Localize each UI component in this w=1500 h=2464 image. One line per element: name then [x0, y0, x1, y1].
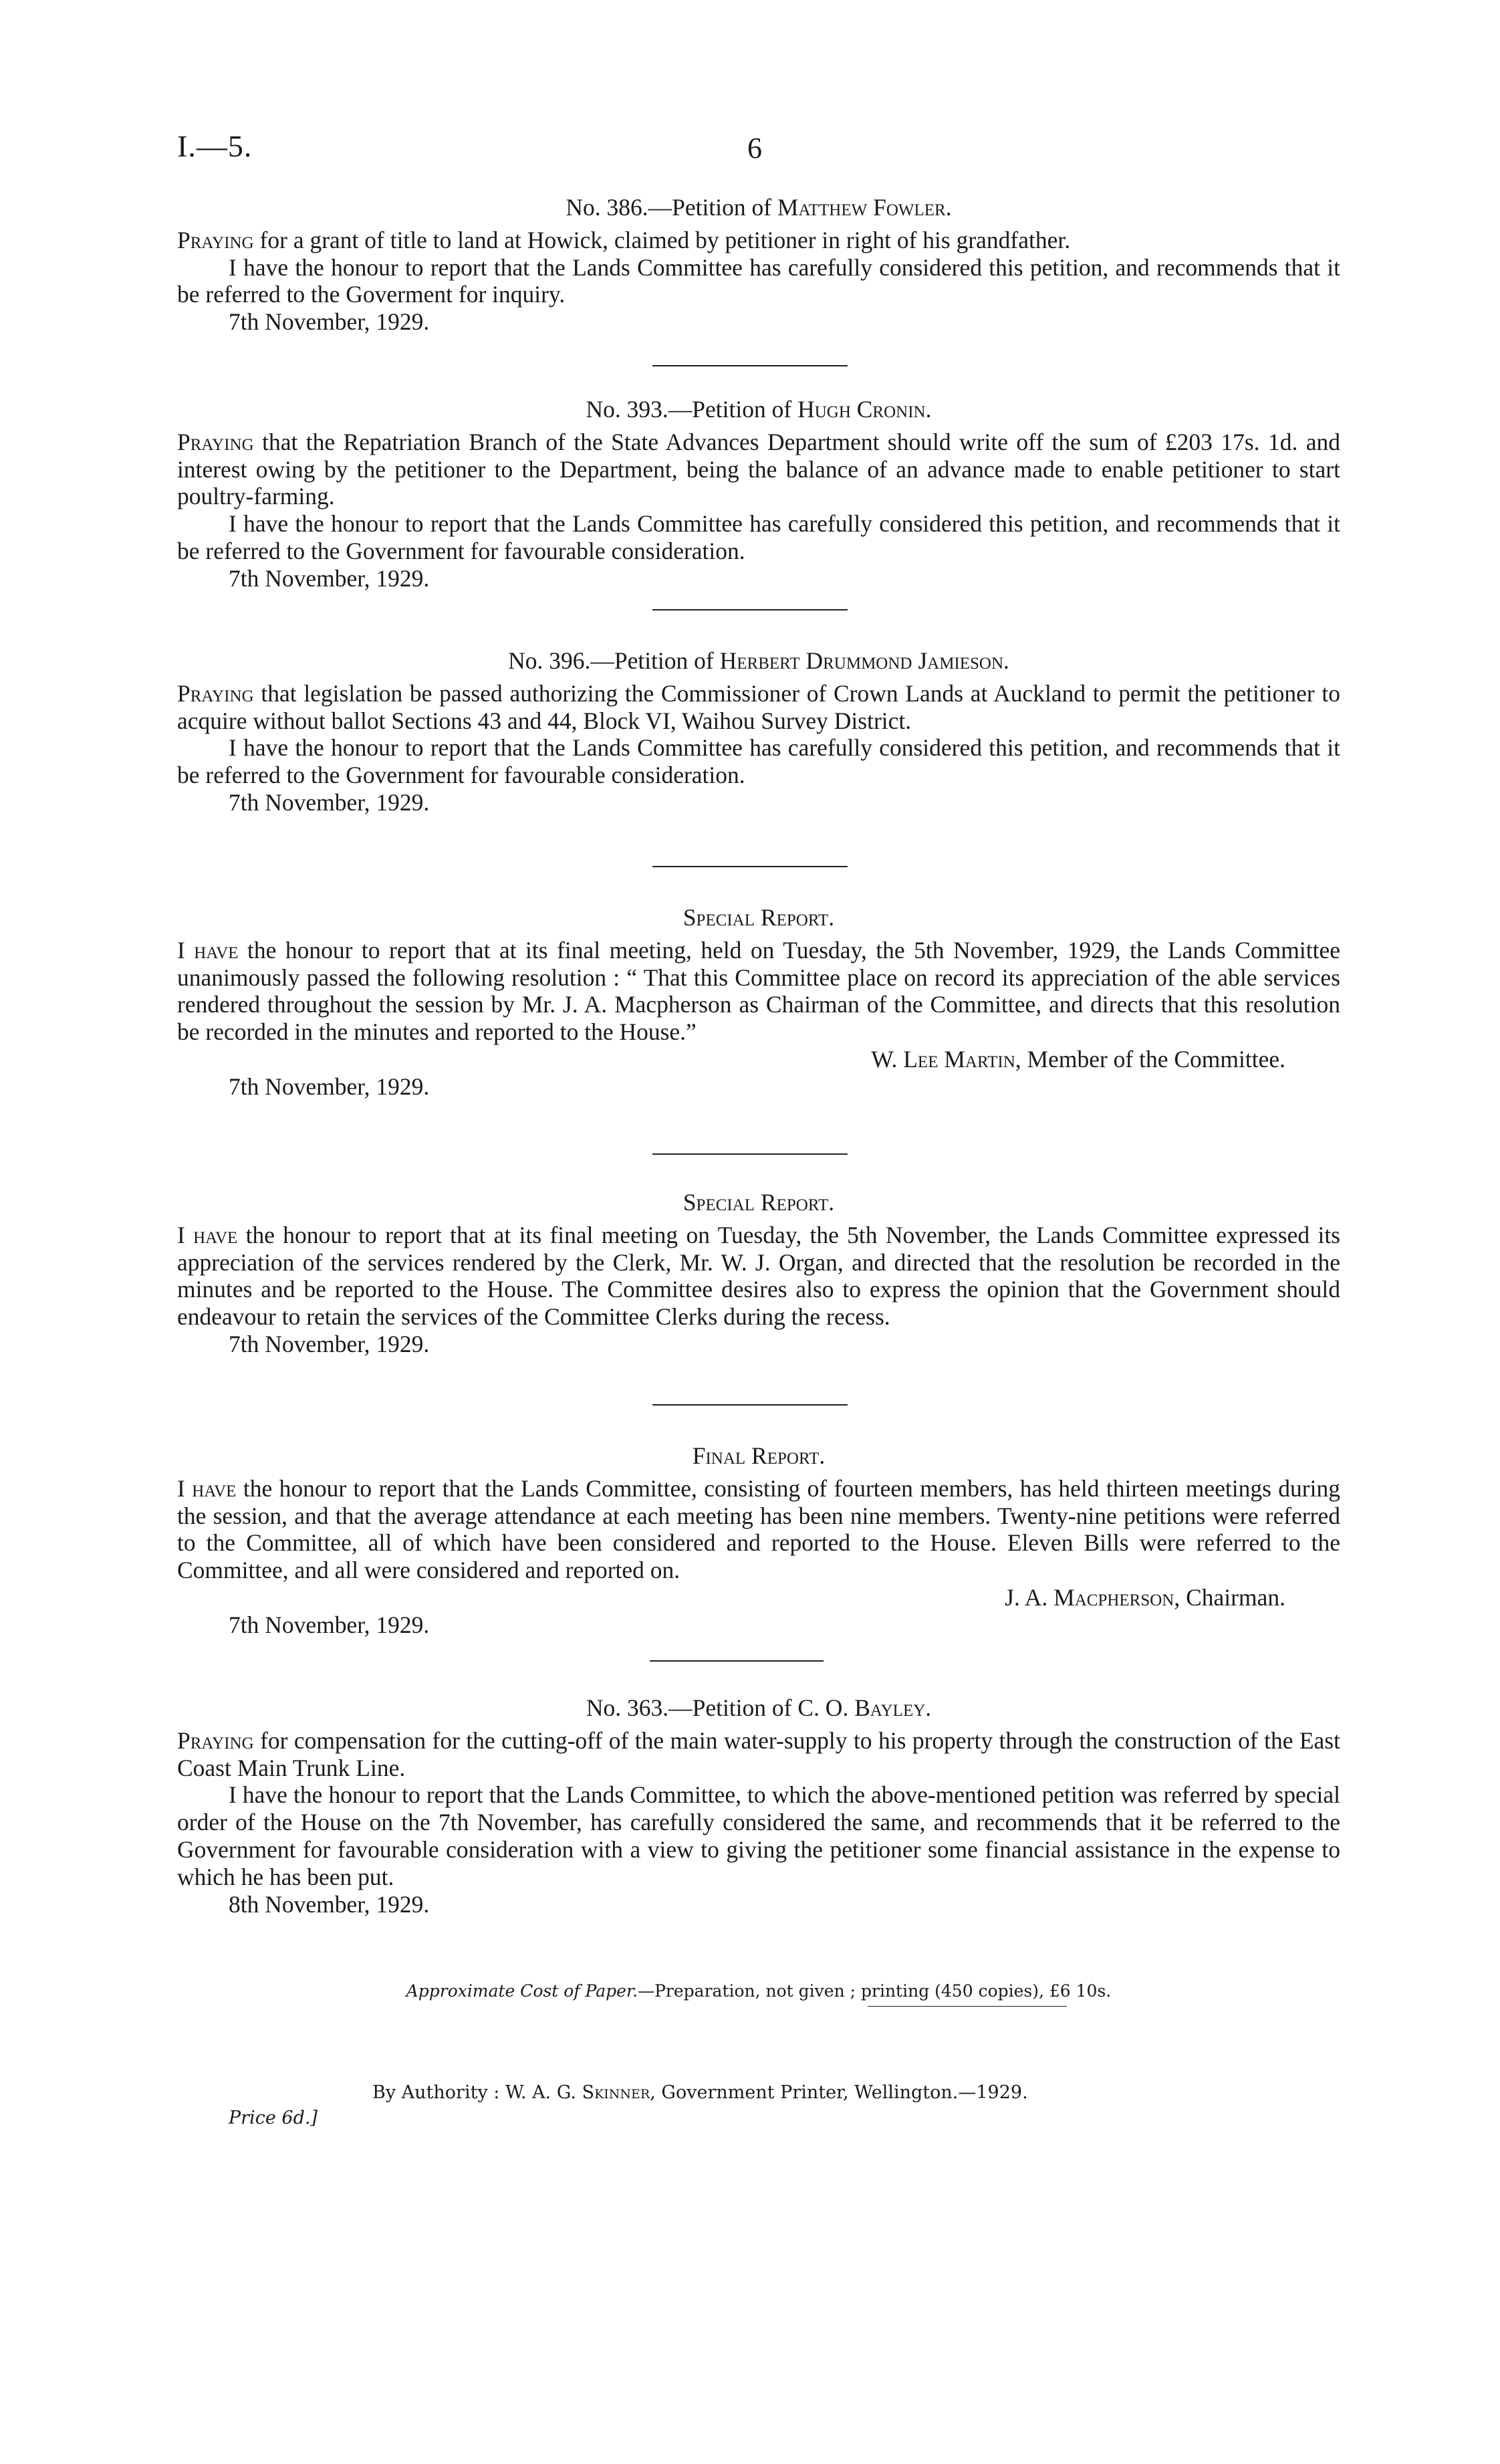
final-report-section — [177, 1442, 1340, 1639]
final-report-signature: J. A. Macpherson, Chairman. — [1005, 1583, 1285, 1611]
petitioner-name: C. O. Bayley — [797, 1694, 926, 1721]
section-divider — [652, 866, 848, 867]
petition-386-report: I have the honour to report that the Lands Committee has carefully considered this petition, and recommends that it be referred to the Goverment for inquiry. — [177, 253, 1340, 308]
petition-386-praying: Praying for a grant of title to land at Howick, claimed by petitioner in right of his grandfather. — [177, 226, 1071, 253]
petitioner-name: Herbert Drummond Jamieson — [719, 647, 1004, 674]
petition-393-praying: Praying that the Repatriation Branch of the State Advances Department should write off the sum of £203 17s. 1d. and interest owing by the petitioner to the Department, being the balance of an advance made to enable petitioner to start poultry-farming. — [177, 428, 1340, 510]
petition-393-heading: No. 393.—Petition of Hugh Cronin. — [586, 396, 932, 423]
petitioner-name: Matthew Fowler — [777, 194, 946, 221]
petition-393-report: I have the honour to report that the Lands Committee has carefully considered this petition, and recommends that it be referred to the Government for favourable consideration. — [177, 510, 1340, 564]
petition-363-date: 8th November, 1929. — [229, 1890, 430, 1918]
petition-396-report: I have the honour to report that the Lands Committee has carefully considered this petition, and recommends that it be referred to the Government for favourable consideration. — [177, 734, 1340, 789]
petition-386-date: 7th November, 1929. — [229, 308, 430, 336]
special-report-1-signature: W. Lee Martin, Member of the Committee. — [871, 1045, 1285, 1073]
petition-393-date: 7th November, 1929. — [229, 564, 430, 592]
petition-396-date: 7th November, 1929. — [229, 788, 430, 816]
section-divider — [652, 609, 848, 610]
petition-396-heading: No. 396.—Petition of Herbert Drummond Jamieson. — [508, 647, 1009, 674]
price-label: Price 6d.] — [229, 2108, 318, 2128]
special-report-2-date: 7th November, 1929. — [229, 1330, 430, 1357]
final-report-body: I have the honour to report that the Lands Committee, consisting of fourteen members, has held thirteen meetings during the session, and that the average attendance at each meeting has been nine members. Twenty-nine petitions were referred to the Committee, all of which have been considered and reported to the House. Eleven Bills were referred to the Committee, and all were considered and reported on. — [177, 1474, 1340, 1584]
page-number: 6 — [747, 132, 762, 164]
petition-396-praying: Praying that legislation be passed authorizing the Commissioner of Crown Lands at Auckland to permit the petitioner to acquire without ballot Sections 43 and 44, Block VI, Waihou Survey District. — [177, 679, 1340, 734]
special-report-1-section — [177, 904, 1340, 1101]
petition-393-section — [177, 396, 1340, 592]
special-report-2-section — [177, 1189, 1340, 1358]
footer-rule — [868, 2006, 1067, 2007]
special-report-1-body: I have the honour to report that at its final meeting, held on Tuesday, the 5th November, 1929, the Lands Committee unanimously passed the following resolution : “ That this Committee place on record its appreciation of the able services rendered throughout the session by Mr. J. A. Macpherson as Chairman of the Committee, and directs that this resolution be recorded in the minutes and reported to the House.” — [177, 936, 1340, 1046]
special-report-1-heading: Special Report. — [682, 904, 835, 931]
printer-authority: By Authority : W. A. G. Skinner, Government Printer, Wellington.—1929. — [372, 2082, 1028, 2103]
section-divider — [652, 365, 848, 366]
petition-386-section — [177, 194, 1340, 336]
special-report-2-body: I have the honour to report that at its final meeting on Tuesday, the 5th November, the Lands Committee expressed its appreciation of the services rendered by the Clerk, Mr. W. J. Organ, and directed that the resolution be recorded in the minutes and be reported to the House. The Committee desires also to express the opinion that the Government should endeavour to retain the services of the Committee Clerks during the recess. — [177, 1221, 1340, 1331]
petition-363-section — [177, 1694, 1340, 1918]
approximate-cost-note: Approximate Cost of Paper.—Preparation, not given ; printing (450 copies), £6 10s. — [406, 1981, 1112, 2001]
petition-396-section — [177, 647, 1340, 816]
final-report-heading: Final Report. — [692, 1442, 826, 1469]
section-divider — [652, 1404, 848, 1406]
paper-reference: I.—5. — [177, 129, 253, 163]
final-report-date: 7th November, 1929. — [229, 1611, 430, 1638]
petition-363-report: I have the honour to report that the Lands Committee, to which the above-mentioned petition was referred by special order of the House on the 7th November, has carefully considered the same, and recommends that it be referred to the Government for favourable consideration with a view to giving the petitioner some financial assistance in the expense to which he has been put. — [177, 1781, 1340, 1890]
petition-386-heading: No. 386.—Petition of Matthew Fowler. — [566, 194, 952, 221]
special-report-2-heading: Special Report. — [682, 1189, 835, 1216]
petition-363-heading: No. 363.—Petition of C. O. Bayley. — [586, 1694, 932, 1721]
section-divider — [650, 1660, 824, 1662]
section-divider — [652, 1153, 848, 1155]
petition-363-praying: Praying for compensation for the cutting-off of the main water-supply to his property through the construction of the East Coast Main Trunk Line. — [177, 1726, 1340, 1781]
petitioner-name: Hugh Cronin — [797, 396, 926, 423]
special-report-1-date: 7th November, 1929. — [229, 1073, 430, 1100]
